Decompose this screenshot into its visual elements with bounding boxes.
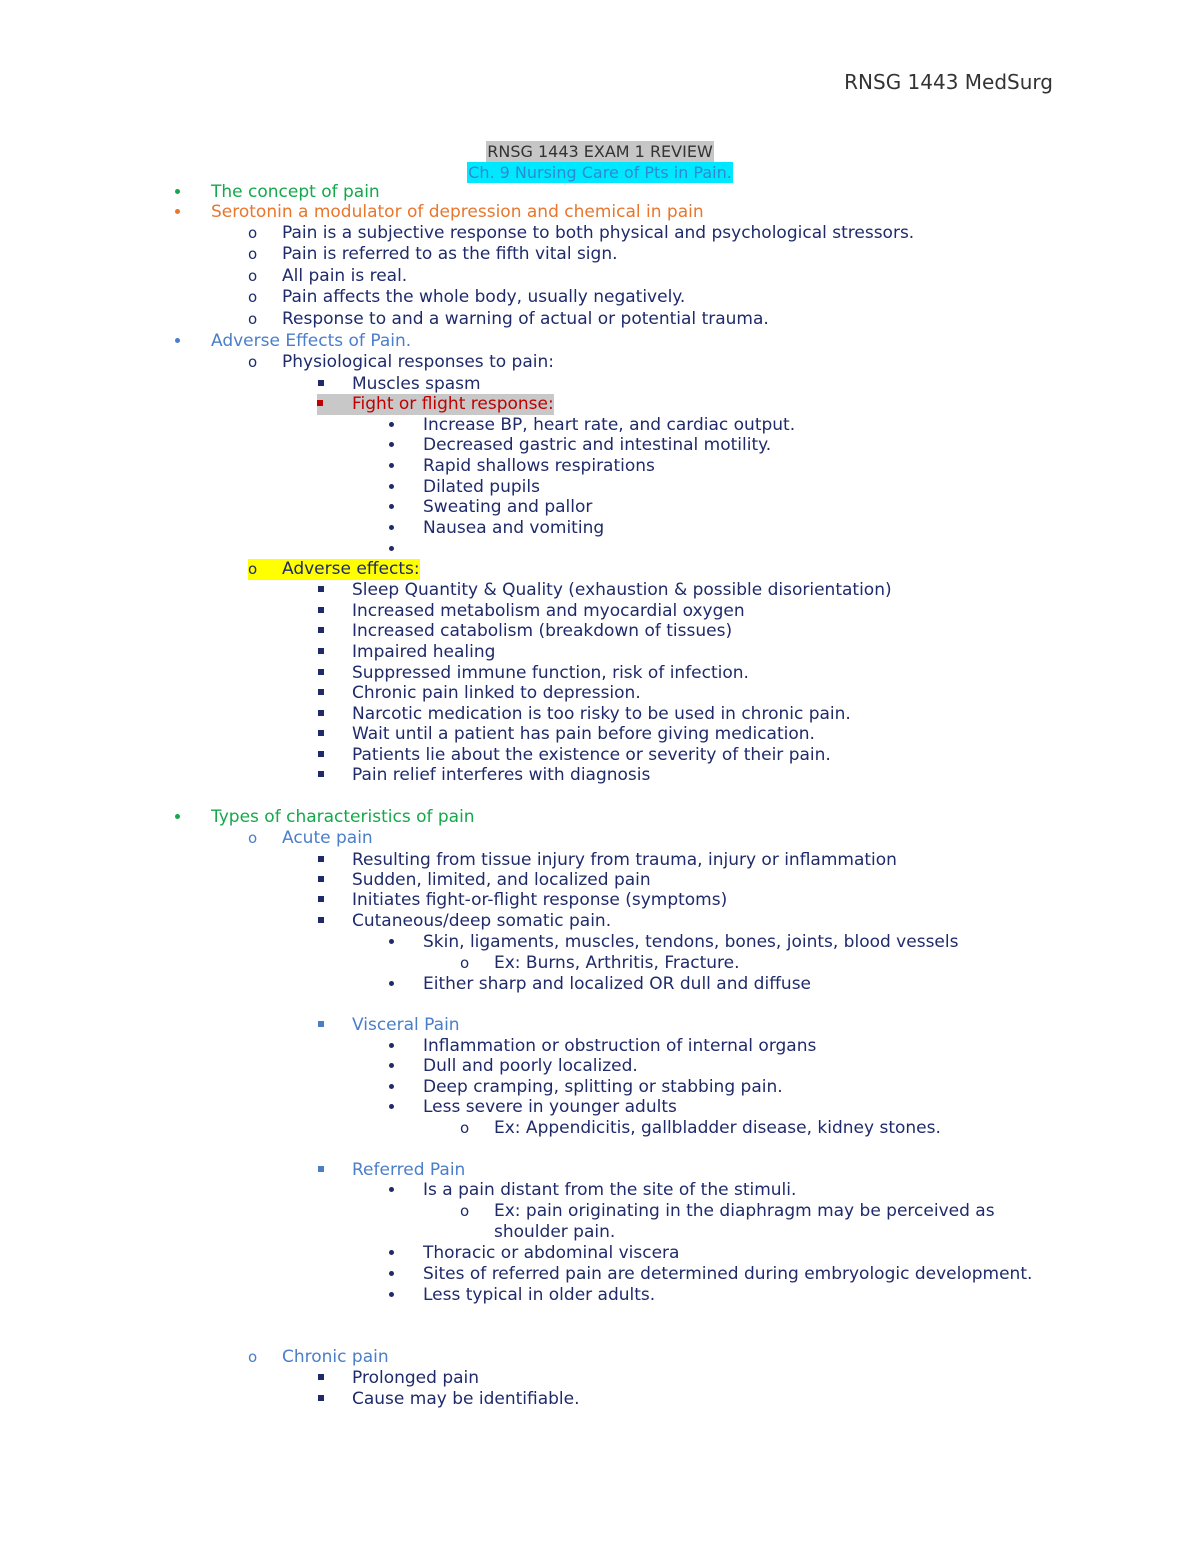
title-block — [0, 141, 1200, 183]
bullet-marker — [389, 1285, 394, 1306]
bullet-marker — [318, 724, 324, 745]
note-line: Response to and a warning of actual or potential trauma. — [282, 309, 769, 329]
bullet-marker: o — [460, 1119, 470, 1137]
bullet-marker: o — [248, 288, 258, 306]
chapter-title: Ch. 9 Nursing Care of Pts in Pain. — [468, 163, 732, 182]
bullet-marker — [389, 456, 394, 477]
note-line: Sleep Quantity & Quality (exhaustion & possible disorientation) — [352, 580, 892, 600]
note-line: Increased metabolism and myocardial oxygen — [352, 601, 745, 621]
note-line: Pain is referred to as the fifth vital sign. — [282, 244, 618, 264]
bullet-marker — [318, 374, 324, 395]
bullet-marker — [389, 518, 394, 539]
bullet-marker — [175, 331, 180, 352]
note-line: Sudden, limited, and localized pain — [352, 870, 651, 890]
note-line: Decreased gastric and intestinal motility. — [423, 435, 772, 455]
note-line: Nausea and vomiting — [423, 518, 605, 538]
bullet-marker — [317, 394, 353, 415]
bullet-marker — [175, 182, 180, 203]
bullet-marker — [318, 870, 324, 891]
bullet-marker — [389, 1097, 394, 1118]
note-line: Cause may be identifiable. — [352, 1389, 580, 1409]
note-line: Ex: pain originating in the diaphragm may be perceived as — [494, 1201, 995, 1221]
bullet-marker — [389, 1243, 394, 1264]
note-line: Impaired healing — [352, 642, 496, 662]
note-line: Pain relief interferes with diagnosis — [352, 765, 651, 785]
bullet-marker — [389, 477, 394, 498]
note-line: Increase BP, heart rate, and cardiac output. — [423, 415, 796, 435]
bullet-marker — [318, 704, 324, 725]
bullet-marker — [175, 807, 180, 828]
note-line: Dilated pupils — [423, 477, 540, 497]
bullet-marker: o — [248, 829, 258, 847]
bullet-marker — [389, 1264, 394, 1285]
bullet-marker — [389, 435, 394, 456]
bullet-marker — [389, 1036, 394, 1057]
bullet-marker — [389, 415, 394, 436]
note-line: Visceral Pain — [352, 1015, 460, 1035]
note-line: Less typical in older adults. — [423, 1285, 656, 1305]
bullet-marker: o — [248, 267, 258, 285]
bullet-marker — [318, 1160, 324, 1181]
note-line: Adverse effects: — [282, 559, 420, 579]
note-line: Ex: Appendicitis, gallbladder disease, kidney stones. — [494, 1118, 941, 1138]
bullet-marker — [318, 642, 324, 663]
bullet-marker — [318, 1368, 324, 1389]
bullet-marker — [389, 539, 394, 560]
note-line: The concept of pain — [211, 182, 380, 202]
bullet-marker: o — [248, 245, 258, 263]
note-line: Is a pain distant from the site of the stimuli. — [423, 1180, 797, 1200]
note-line: shoulder pain. — [494, 1222, 616, 1242]
bullet-marker — [318, 663, 324, 684]
note-line: Wait until a patient has pain before giving medication. — [352, 724, 815, 744]
note-line: Skin, ligaments, muscles, tendons, bones, joints, blood vessels — [423, 932, 959, 952]
note-line: Resulting from tissue injury from trauma, injury or inflammation — [352, 850, 897, 870]
bullet-marker — [318, 621, 324, 642]
bullet-marker: o — [248, 224, 258, 242]
bullet-marker: o — [248, 310, 258, 328]
note-line: Adverse Effects of Pain. — [211, 331, 412, 351]
bullet-marker: o — [248, 353, 258, 371]
bullet-marker — [389, 497, 394, 518]
note-line: Increased catabolism (breakdown of tissues) — [352, 621, 733, 641]
bullet-marker — [318, 911, 324, 932]
note-line: Less severe in younger adults — [423, 1097, 677, 1117]
bullet-marker — [318, 765, 324, 786]
note-line: Initiates fight-or-flight response (symptoms) — [352, 890, 728, 910]
note-line: Chronic pain linked to depression. — [352, 683, 641, 703]
bullet-marker: o — [460, 954, 470, 972]
note-line: Suppressed immune function, risk of infection. — [352, 663, 749, 683]
bullet-marker — [318, 1015, 324, 1036]
note-line: Thoracic or abdominal viscera — [423, 1243, 680, 1263]
bullet-marker — [389, 932, 394, 953]
note-line: Acute pain — [282, 828, 373, 848]
note-line: All pain is real. — [282, 266, 408, 286]
note-line: Deep cramping, splitting or stabbing pain. — [423, 1077, 783, 1097]
note-line: Either sharp and localized OR dull and diffuse — [423, 974, 812, 994]
note-line: Cutaneous/deep somatic pain. — [352, 911, 612, 931]
note-line: Fight or flight response: — [352, 394, 554, 414]
note-line: Narcotic medication is too risky to be used in chronic pain. — [352, 704, 851, 724]
note-line: Chronic pain — [282, 1347, 389, 1367]
bullet-marker — [389, 1056, 394, 1077]
bullet-marker: o — [460, 1202, 470, 1220]
note-line: Inflammation or obstruction of internal organs — [423, 1036, 817, 1056]
note-line: Sweating and pallor — [423, 497, 593, 517]
bullet-marker — [389, 974, 394, 995]
note-line: Dull and poorly localized. — [423, 1056, 638, 1076]
bullet-marker — [318, 580, 324, 601]
bullet-marker — [389, 1077, 394, 1098]
bullet-marker — [318, 890, 324, 911]
note-line: Physiological responses to pain: — [282, 352, 554, 372]
note-line: Patients lie about the existence or severity of their pain. — [352, 745, 831, 765]
note-line: Sites of referred pain are determined during embryologic development. — [423, 1264, 1033, 1284]
note-line: Pain is a subjective response to both physical and psychological stressors. — [282, 223, 915, 243]
note-line: Prolonged pain — [352, 1368, 480, 1388]
note-line: Ex: Burns, Arthritis, Fracture. — [494, 953, 740, 973]
bullet-marker: o — [248, 1348, 258, 1366]
bullet-marker — [318, 1389, 324, 1410]
bullet-marker: o — [248, 559, 285, 580]
note-line: Types of characteristics of pain — [211, 807, 475, 827]
note-line: Pain affects the whole body, usually negatively. — [282, 287, 686, 307]
bullet-marker — [318, 850, 324, 871]
document-title: RNSG 1443 EXAM 1 REVIEW — [487, 142, 713, 161]
bullet-marker — [318, 601, 324, 622]
bullet-marker — [318, 745, 324, 766]
note-line: Rapid shallows respirations — [423, 456, 655, 476]
note-line: Muscles spasm — [352, 374, 481, 394]
page-header: RNSG 1443 MedSurg — [844, 70, 1053, 94]
note-line: Referred Pain — [352, 1160, 466, 1180]
bullet-marker — [318, 683, 324, 704]
note-line: Serotonin a modulator of depression and chemical in pain — [211, 202, 704, 222]
bullet-marker — [389, 1180, 394, 1201]
bullet-marker — [175, 202, 180, 223]
